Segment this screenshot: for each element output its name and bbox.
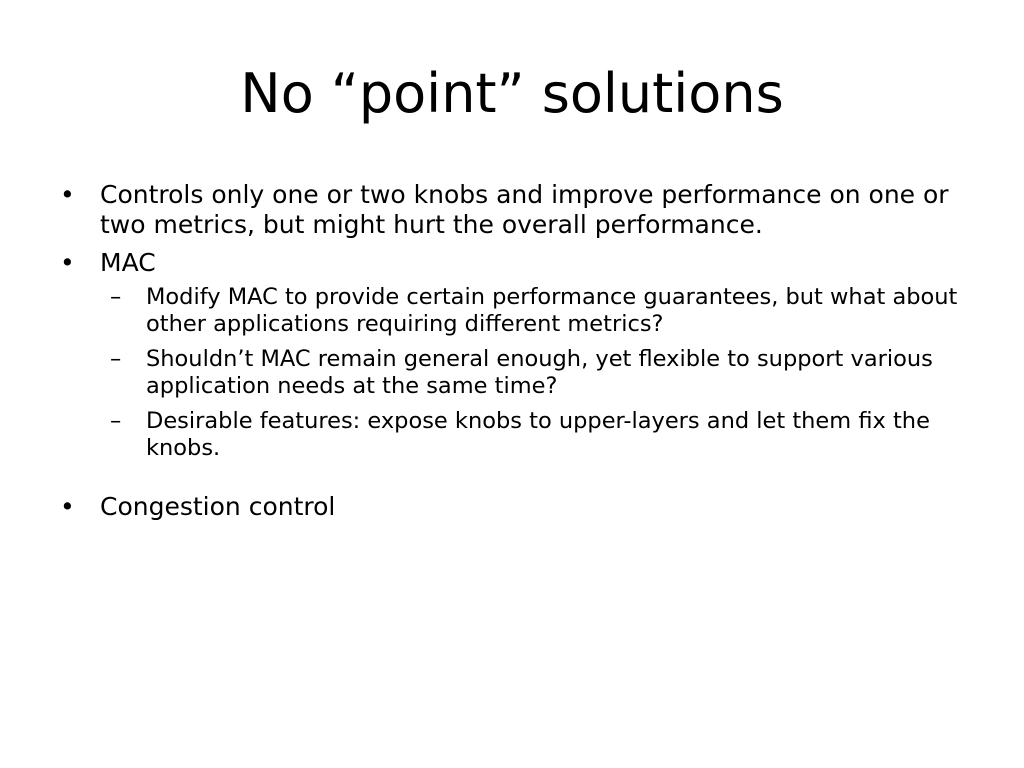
bullet-marker: • [60,492,75,521]
sub-bullet-marker: – [110,284,122,310]
sub-bullet-item [100,408,978,462]
bullet-marker: • [60,180,75,209]
sub-bullet-text: Shouldn’t MAC remain general enough, yet flexible to support various application needs at the same time? [146,346,933,399]
bullet-item [58,492,978,522]
slide-title: No “point” solutions [240,62,784,125]
sub-bullet-list [100,284,978,462]
sub-bullet-marker: – [110,346,122,372]
bullet-text: Congestion control [100,492,336,521]
bullet-list [58,180,978,530]
bullet-text: Controls only one or two knobs and improve performance on one or two metrics, but might hurt the overall performance. [100,180,949,239]
sub-bullet-marker: – [110,408,122,434]
bullet-item [58,180,978,240]
sub-bullet-item [100,284,978,338]
bullet-item [58,248,978,462]
bullet-marker: • [60,248,75,277]
sub-bullet-text: Modify MAC to provide certain performance guarantees, but what about other applications requiring different metrics? [146,284,958,337]
sub-bullet-item [100,346,978,400]
sub-bullet-text: Desirable features: expose knobs to upper-layers and let them fix the knobs. [146,408,930,461]
list-spacer [58,470,978,492]
bullet-text: MAC [100,248,156,277]
